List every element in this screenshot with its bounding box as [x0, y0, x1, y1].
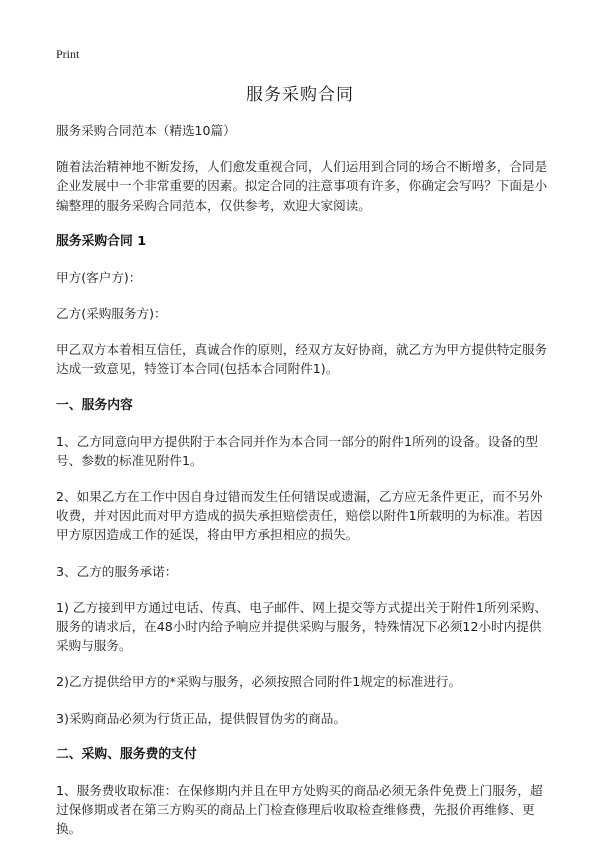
contract-heading: 服务采购合同 1: [56, 233, 147, 249]
clause-2-1: 1、服务费收取标准：在保修期内并且在甲方处购买的商品必须无条件免费上门服务，超过保修期或者在第三方购买的商品上门检查修理后收取检查维修费，先报价再维修、更换。: [56, 782, 543, 837]
document-body: [56, 121, 552, 855]
document-subtitle: 服务采购合同范本（精选10篇）: [56, 123, 236, 138]
clause-1-1: 1、乙方同意向甲方提供附于本合同并作为本合同一部分的附件1所列的设备。设备的型号、参数的标准见附件1。: [56, 433, 538, 468]
section-heading-service-content: 一、服务内容: [56, 397, 133, 413]
page-title: 服务采购合同: [246, 85, 354, 105]
party-a-line: 甲方(客户方)：: [56, 269, 142, 285]
clause-1-3-1: 1) 乙方接到甲方通过电话、传真、电子邮件、网上提交等方式提出关于附件1所列采购、服务的请求后，在48小时内给予响应并提供采购与服务，特殊情况下必须12小时内提供采购与服务。: [56, 599, 547, 654]
clause-1-3-3: 3)采购商品必须为行货正品，提供假冒伪劣的商品。: [56, 710, 346, 726]
clause-1-3-2: 2)乙方提供给甲方的*采购与服务，必须按照合同附件1规定的标准进行。: [56, 674, 462, 690]
clause-1-2: 2、如果乙方在工作中因自身过错而发生任何错误或遗漏，乙方应无条件更正，而不另外收费，并对因此而对甲方造成的损失承担赔偿责任，赔偿以附件1所载明的为标准。若因甲方原因造成工作的延误，将由甲方承担相应的损失。: [56, 489, 543, 543]
intro-paragraph: 随着法治精神地不断发扬，人们愈发重视合同，人们运用到合同的场合不断增多，合同是企业发展中一个非常重要的因素。拟定合同的注意事项有许多，你确定会写吗？下面是小编整理的服务采购合同范本，仅供参考，欢迎大家阅读。: [56, 159, 548, 213]
print-link[interactable]: Print: [56, 47, 80, 61]
preamble-paragraph: 甲乙双方本着相互信任，真诚合作的原则，经双方友好协商，就乙方为甲方提供特定服务达成一致意见，特签订本合同(包括本合同附件1)。: [56, 342, 548, 377]
clause-1-3: 3、乙方的服务承诺：: [56, 563, 178, 579]
section-heading-payment: 二、采购、服务费的支付: [56, 746, 197, 762]
party-b-line: 乙方(采购服务方)：: [56, 306, 167, 322]
